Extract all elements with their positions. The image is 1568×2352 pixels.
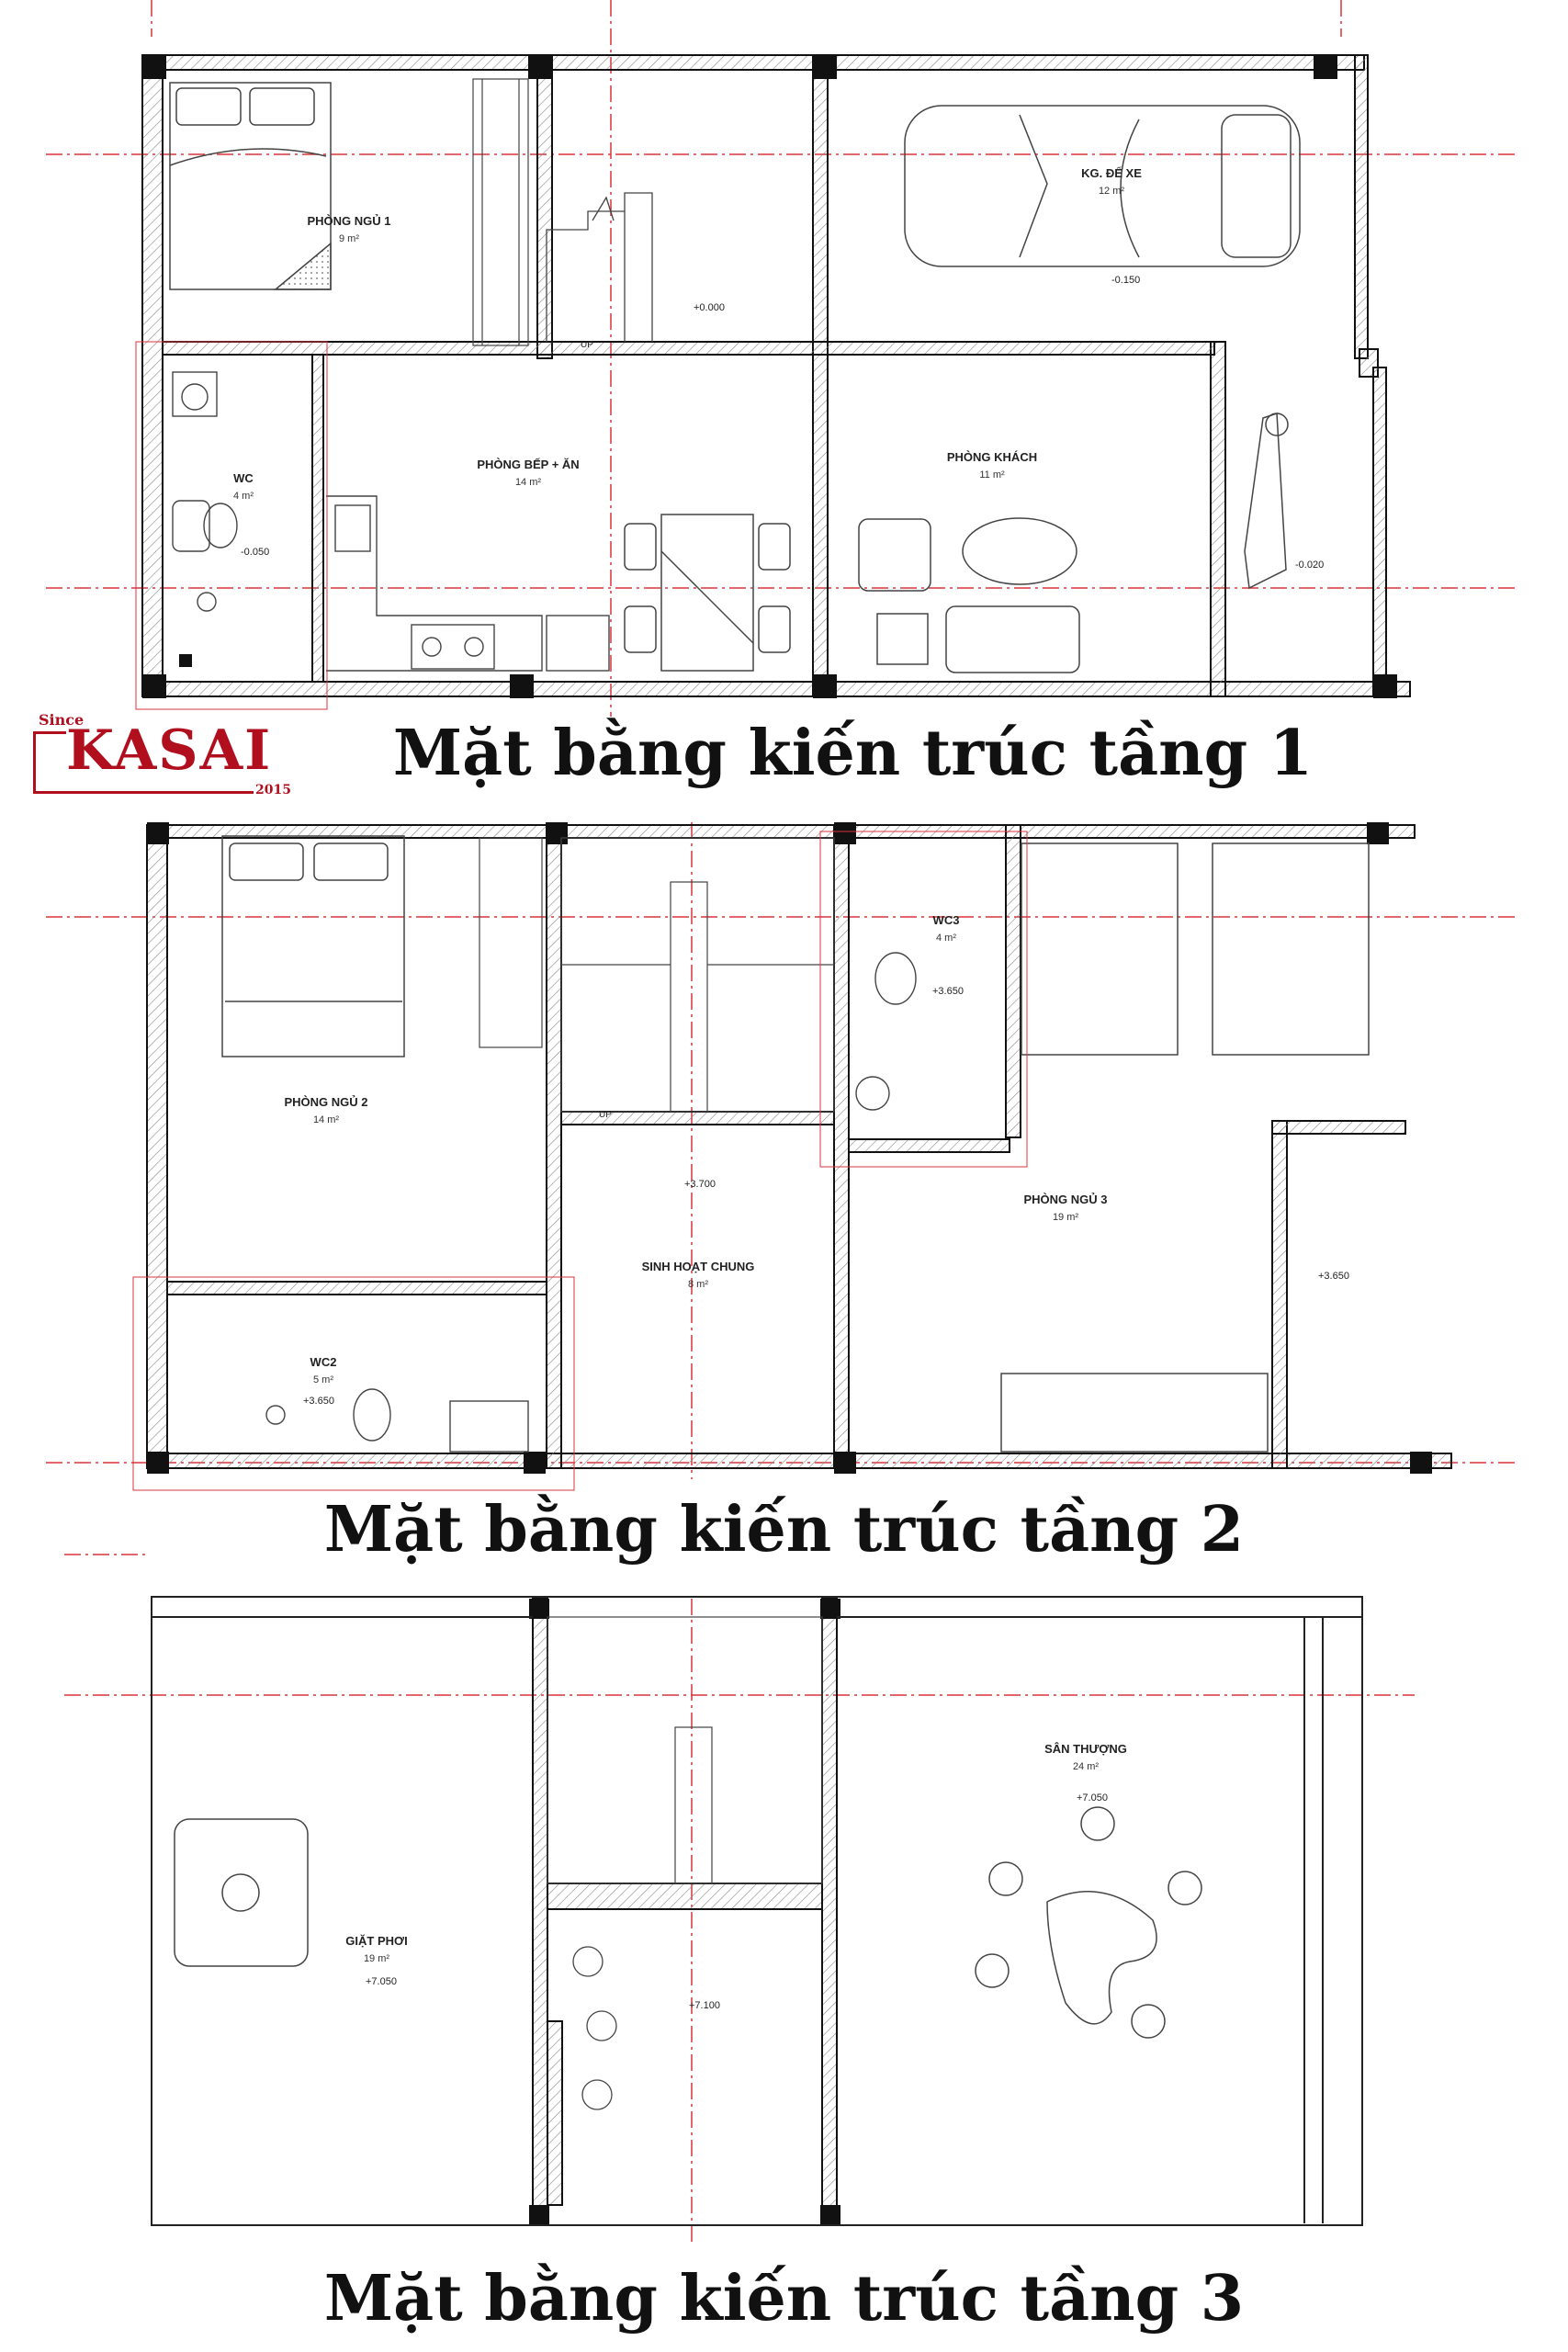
floor-3-plan (64, 1555, 1415, 2242)
level-main: +0.000 (694, 302, 725, 313)
stair-up-label-floor-1: UP (581, 340, 593, 350)
floor-1-walls (142, 55, 1410, 696)
level-laundry: +7.050 (366, 1976, 397, 1987)
level-parking: -0.150 (1111, 275, 1141, 286)
room-wc3-label: WC3 (932, 913, 960, 927)
desk-room-3 (1001, 1374, 1268, 1452)
room-laundry-area: 19 m² (363, 1953, 390, 1964)
logo-bar-bottom (33, 791, 254, 794)
room-bedroom2-label: PHÒNG NGỦ 2 (284, 1095, 368, 1109)
wc-fixtures-floor-1 (173, 372, 237, 611)
stair-floor-3 (547, 1617, 822, 1883)
level-wc3: +3.650 (932, 986, 964, 997)
dining-set (625, 514, 790, 671)
floor-3-title: Mặt bằng kiến trúc tầng 3 (323, 2262, 1245, 2335)
stair-floor-2 (561, 838, 834, 1112)
level-balcony: +3.650 (1318, 1271, 1349, 1282)
level-terrace: +7.050 (1077, 1792, 1108, 1804)
room-common-area: 8 m² (688, 1279, 708, 1290)
level-side: -0.020 (1295, 560, 1325, 571)
floor-3-columns (529, 1599, 840, 2225)
terrace-seating (976, 1807, 1201, 2038)
room-wc3-area: 4 m² (936, 933, 956, 944)
room-bedroom3-label: PHÒNG NGỦ 3 (1023, 1193, 1108, 1206)
room-common-label: SINH HOẠT CHUNG (641, 1260, 755, 1273)
floor-1-axis-lines (46, 0, 1516, 717)
room-wc2-area: 5 m² (313, 1374, 333, 1385)
room-parking-area: 12 m² (1098, 186, 1125, 197)
room-bedroom2-area: 14 m² (312, 1114, 340, 1125)
stair-floor-1 (547, 193, 652, 342)
room-parking-label: KG. ĐỂ XE (1081, 166, 1142, 180)
floor-2-plan (46, 822, 1516, 1490)
level-common: +3.700 (684, 1179, 716, 1190)
floor-3-walls (533, 1599, 837, 2223)
beds-room-3 (1021, 843, 1369, 1055)
level-altar: +7.100 (689, 2000, 720, 2011)
room-kitchen-label: PHÒNG BẾP + ĂN (477, 458, 580, 471)
room-wc2-label: WC2 (310, 1355, 337, 1369)
room-bedroom1-label: PHÒNG NGỦ 1 (307, 214, 391, 228)
room-terrace-label: SÂN THƯỢNG (1044, 1742, 1127, 1756)
wc3-highlight-frame (820, 831, 1027, 1167)
motorbike (1245, 413, 1288, 588)
room-kitchen-area: 14 m² (514, 477, 542, 488)
level-wc: -0.050 (241, 547, 270, 558)
room-bedroom1-area: 9 m² (339, 233, 359, 244)
room-living-label: PHÒNG KHÁCH (946, 450, 1038, 464)
room-wc-area: 4 m² (233, 491, 254, 502)
room-laundry-label: GIẶT PHƠI (345, 1934, 408, 1948)
wardrobe-2 (479, 838, 542, 1047)
wc-highlight-frame (136, 342, 327, 709)
kitchen-counter (326, 496, 609, 671)
living-furniture (859, 518, 1079, 673)
room-terrace-area: 24 m² (1072, 1761, 1100, 1772)
floor-2-columns (147, 822, 1432, 1474)
floor-2-axis-lines (46, 822, 1516, 1479)
wc-fixtures-floor-2 (266, 953, 916, 1452)
wardrobe-1 (473, 79, 528, 345)
floor-1-plan (46, 0, 1516, 717)
bed-2 (222, 836, 404, 1057)
stair-up-label-floor-2: UP (599, 1110, 612, 1120)
logo-brand-name: KASAI (66, 718, 273, 783)
bed-1 (170, 83, 331, 289)
room-bedroom3-area: 19 m² (1052, 1212, 1079, 1223)
floor-3-outline (152, 1597, 1362, 2225)
logo-year: 2015 (255, 783, 291, 797)
floor-2-walls (147, 825, 1451, 1468)
floor-1-title: Mặt bằng kiến trúc tầng 1 (392, 717, 1314, 790)
room-wc-label: WC (233, 471, 254, 485)
altar-fixtures (573, 1947, 616, 2109)
washing-machine (175, 1819, 308, 1966)
level-wc2: +3.650 (303, 1396, 334, 1407)
floor-2-title: Mặt bằng kiến trúc tầng 2 (323, 1493, 1245, 1566)
room-living-area: 11 m² (979, 469, 1005, 481)
logo-since: Since (39, 711, 85, 729)
